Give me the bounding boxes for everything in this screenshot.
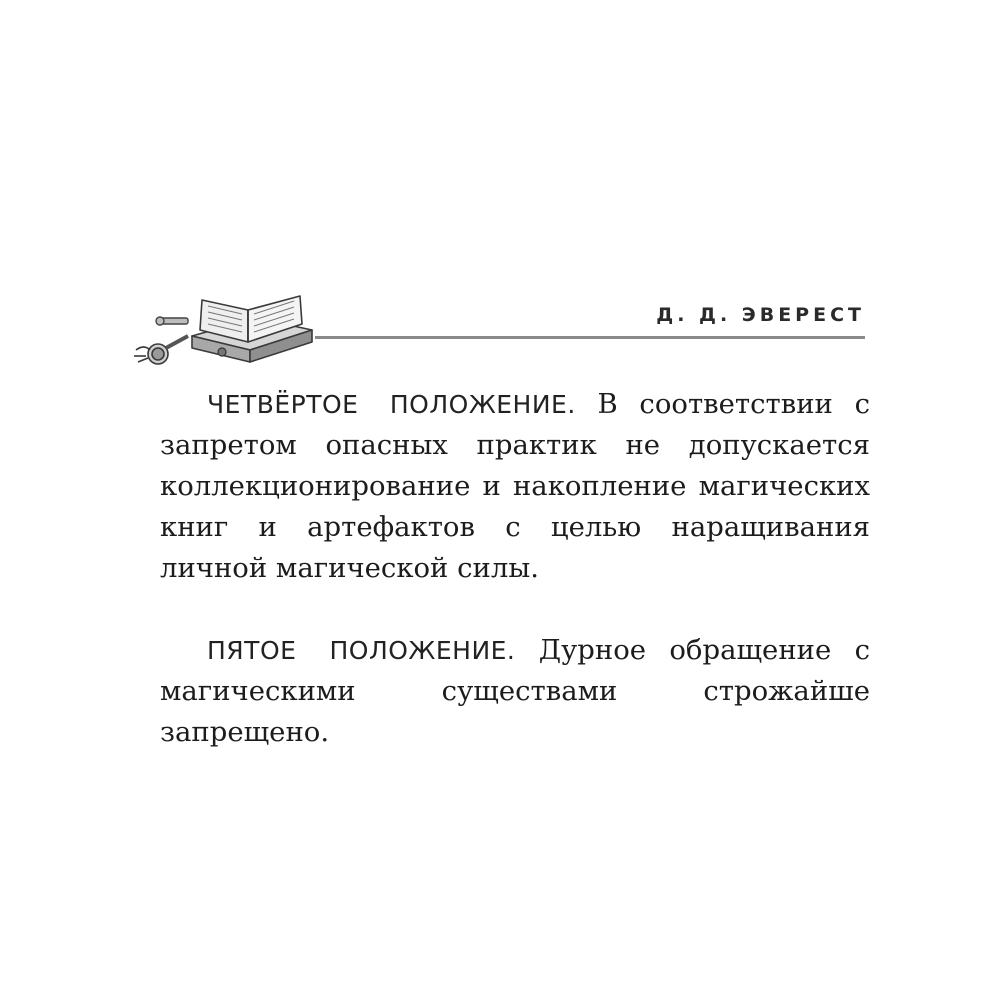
- open-book-with-spyglass-icon: [130, 292, 320, 372]
- paragraph-fifth-provision: [160, 630, 870, 753]
- paragraph-fourth-provision: [160, 384, 870, 589]
- body-text: [160, 384, 870, 753]
- paragraph-text: Дурное обращение с магическими существами строжайше запрещено.: [160, 634, 871, 748]
- running-header-author: Д. Д. ЭВЕРЕСТ: [656, 304, 865, 326]
- paragraph-text: В соответствии с запретом опасных практик не допускается коллекционирование и накопление магических книг и артефактов с целью наращивания личной магической силы.: [160, 388, 870, 584]
- running-header: [130, 292, 870, 372]
- paragraph-lead: ЧЕТВЁРТОЕ ПОЛОЖЕНИЕ.: [207, 390, 576, 419]
- paragraph-lead: ПЯТОЕ ПОЛОЖЕНИЕ.: [207, 636, 516, 665]
- header-rule: [315, 336, 865, 339]
